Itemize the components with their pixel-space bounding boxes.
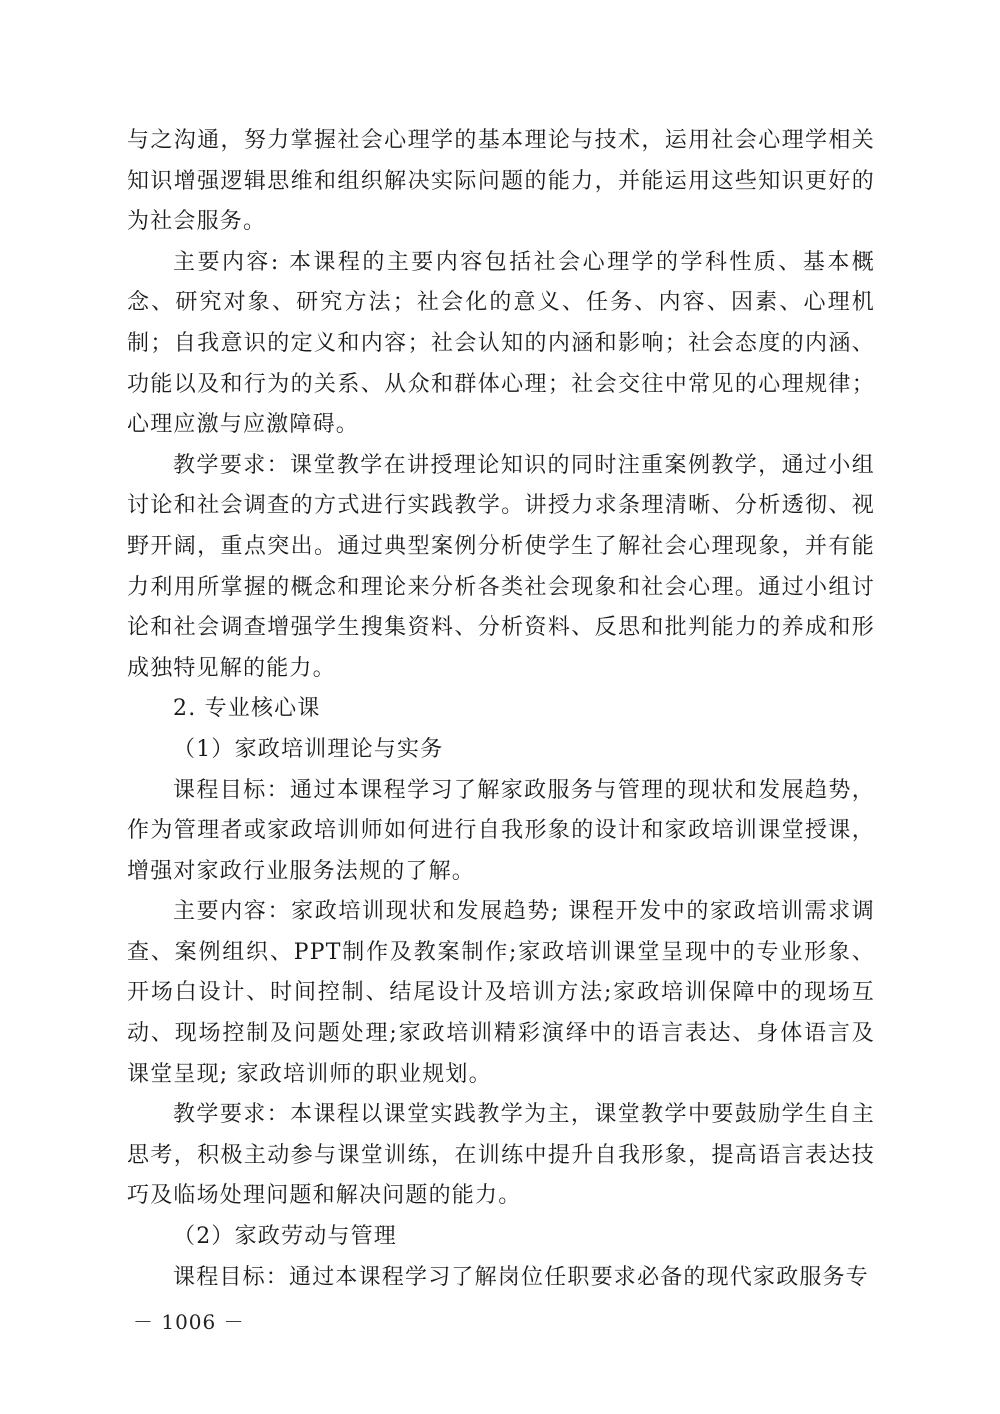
course-heading-labor-management: （2）家政劳动与管理 [173, 1224, 397, 1250]
paragraph-course-goal-training: 课程目标：通过本课程学习了解家政服务与管理的现状和发展趋势，作为管理者或家政培训师如何进行自我形象的设计和家政培训课堂授课，增强对家政行业服务法规的了解。 [127, 777, 875, 884]
paragraph-course-goal-labor: 课程目标：通过本课程学习了解岗位任职要求必备的现代家政服务专 [173, 1264, 870, 1290]
paragraph-main-content-social-psychology: 主要内容: 本课程的主要内容包括社会心理学的学科性质、基本概念、研究对象、研究方法；社会化的意义、任务、内容、因素、心理机制；自我意识的定义和内容；社会认知的内涵和影响；社会态度的内涵、功能以及和行为的关系、从众和群体心理；社会交往中常见的心理规律；心理应激与应激障碍。 [127, 249, 875, 438]
paragraph-teaching-requirements-training: 教学要求：本课程以课堂实践教学为主，课堂教学中要鼓励学生自主思考，积极主动参与课堂训练，在训练中提升自我形象，提高语言表达技巧及临场处理问题和解决问题的能力。 [127, 1102, 875, 1209]
page-number: － 1006 － [133, 1310, 245, 1334]
paragraph-teaching-requirements-social-psychology: 教学要求：课堂教学在讲授理论知识的同时注重案例教学，通过小组讨论和社会调查的方式进行实践教学。讲授力求条理清晰、分析透彻、视野开阔，重点突出。通过典型案例分析使学生了解社会心理现象，并有能力利用所掌握的概念和理论来分析各类社会现象和社会心理。通过小组讨论和社会调查增强学生搜集资料、分析资料、反思和批判能力的养成和形成独特见解的能力。 [127, 452, 875, 681]
section-heading-core-courses: 2. 专业核心课 [173, 696, 321, 722]
paragraph-course-goal-continued: 与之沟通，努力掌握社会心理学的基本理论与技术，运用社会心理学相关知识增强逻辑思维和组织解决实际问题的能力，并能运用这些知识更好的为社会服务。 [127, 128, 875, 235]
paragraph-main-content-training: 主要内容：家政培训现状和发展趋势; 课程开发中的家政培训需求调查、案例组织、PPT制作及教案制作;家政培训课堂呈现中的专业形象、开场白设计、时间控制、结尾设计及培训方法;家政培训保障中的现场互动、现场控制及问题处理;家政培训精彩演绎中的语言表达、身体语言及课堂呈现; 家政培训师的职业规划。 [127, 899, 875, 1087]
course-heading-training-theory: （1）家政培训理论与实务 [173, 736, 444, 762]
body-text [127, 121, 875, 1298]
